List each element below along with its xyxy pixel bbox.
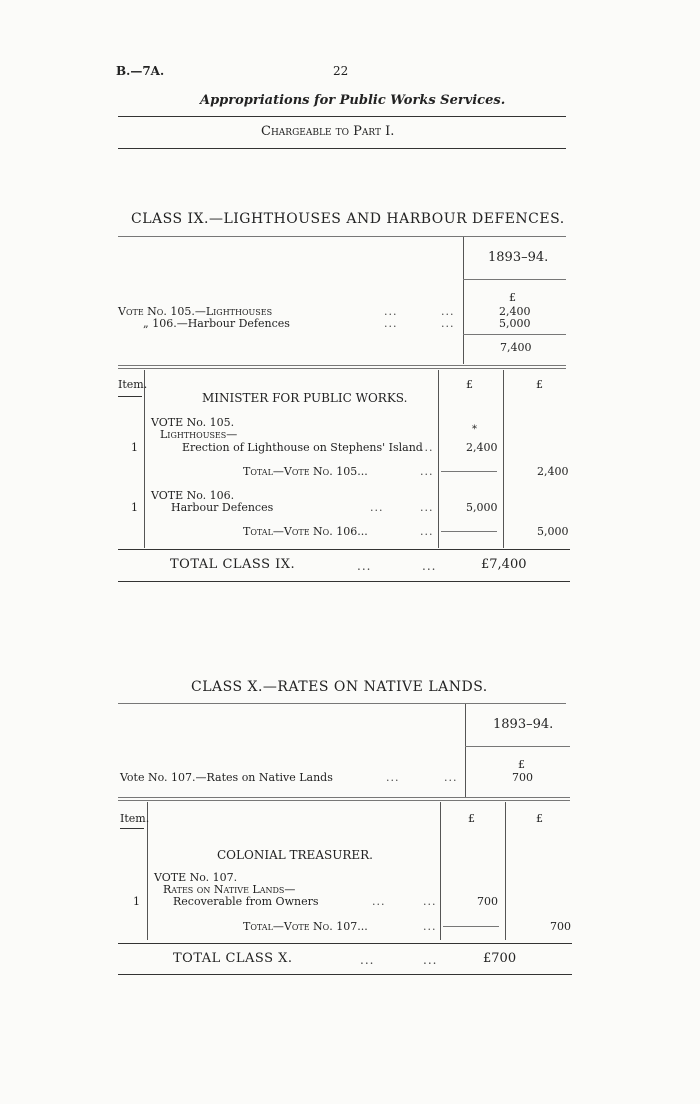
vote-105-sum-rule [441, 471, 497, 472]
class-x-item-header: Item. [120, 812, 150, 825]
class-x-summary-dots: ... [386, 771, 400, 784]
class-ix-summary-total-rule [463, 334, 566, 335]
class-ix-summary-amount-105: 2,400 [499, 305, 531, 318]
vote-106-heading: VOTE No. 106. [151, 489, 235, 502]
page-title: Appropriations for Public Works Services. [200, 93, 506, 108]
class-ix-summary-vote-106: „ 106.—Harbour Defences [143, 317, 290, 330]
class-x-year-rule [465, 746, 570, 747]
class-ix-summary-col-rule [463, 237, 464, 364]
class-x-item-header-rule [120, 828, 144, 829]
class-ix-summary-dots: ... [441, 317, 455, 330]
class-x-summary-col-rule [465, 704, 466, 797]
class-ix-total-amount: £7,400 [481, 557, 527, 572]
class-ix-total-label: TOTAL CLASS IX. [170, 557, 296, 572]
class-x-currency: £ [518, 758, 525, 771]
vote-105-total-amount: 2,400 [537, 465, 569, 478]
class-ix-col-pound: £ [466, 378, 473, 391]
title-rule [118, 116, 566, 117]
page-number: 22 [333, 64, 349, 78]
class-x-total-amount: £700 [483, 951, 517, 966]
page-subtitle: Chargeable to Part I. [261, 124, 395, 139]
class-ix-currency: £ [509, 291, 516, 304]
class-ix-summary-dots: ... [384, 305, 398, 318]
class-ix-year-rule [463, 279, 566, 280]
class-ix-summary-amount-106: 5,000 [499, 317, 531, 330]
document-reference: B.—7A. [116, 64, 165, 78]
class-ix-col-pound: £ [536, 378, 543, 391]
class-ix-total-dots: ... [422, 559, 437, 573]
class-x-total-col-rule [505, 802, 506, 940]
vote-107-heading: VOTE No. 107. [154, 871, 238, 884]
vote-106-total-amount: 5,000 [537, 525, 569, 538]
class-x-summary-amount-107: 700 [512, 771, 533, 784]
vote-106-item-number: 1 [131, 501, 138, 514]
vote-107-item-dots: ... [372, 895, 386, 908]
vote-106-total-label: Total—Vote No. 106... [243, 525, 368, 538]
subtitle-rule [118, 148, 566, 149]
vote-106-item-dots: ... [420, 501, 434, 514]
vote-105-item-number: 1 [131, 441, 138, 454]
class-x-summary-dots: ... [444, 771, 458, 784]
class-x-total-top-rule [118, 943, 572, 944]
vote-106-sum-rule [441, 531, 497, 532]
class-x-col-pound: £ [536, 812, 543, 825]
vote-107-total-dots: ... [423, 920, 437, 933]
vote-107-item-dots: ... [423, 895, 437, 908]
class-x-year: 1893–94. [493, 717, 554, 732]
vote-107-item-amount: 700 [477, 895, 498, 908]
class-x-heading-rule [118, 703, 566, 704]
vote-107-item-number: 1 [133, 895, 140, 908]
class-x-total-dots: ... [360, 953, 375, 967]
class-ix-amount-col-rule [438, 370, 439, 548]
vote-106-total-dots: ... [420, 525, 434, 538]
class-ix-item-header: Item. [118, 378, 148, 391]
vote-107-sum-rule [443, 926, 499, 927]
vote-107-total-amount: 700 [550, 920, 571, 933]
class-ix-total-col-rule [503, 370, 504, 548]
vote-107-item-label: Recoverable from Owners [173, 895, 319, 908]
class-x-heading: CLASS X.—RATES ON NATIVE LANDS. [191, 679, 488, 695]
class-ix-heading-rule [118, 236, 566, 237]
class-ix-summary-vote-105: Vote No. 105.—Lighthouses [118, 305, 273, 318]
vote-105-item-amount: 2,400 [466, 441, 498, 454]
vote-105-total-dots: ... [420, 465, 434, 478]
vote-105-total-label: Total—Vote No. 105... [243, 465, 368, 478]
class-ix-department: MINISTER FOR PUBLIC WORKS. [202, 391, 408, 405]
class-ix-summary-bottom-rule [118, 365, 566, 366]
class-ix-total-bottom-rule [118, 581, 570, 582]
class-x-department: COLONIAL TREASURER. [217, 848, 373, 862]
vote-106-item-amount: 5,000 [466, 501, 498, 514]
vote-105-subhead: Lighthouses— [160, 428, 238, 441]
vote-105-item-label: Erection of Lighthouse on Stephens' Island [182, 441, 423, 454]
vote-107-subhead: Rates on Native Lands— [163, 883, 296, 896]
class-ix-total-top-rule [118, 549, 570, 550]
class-ix-table-top-rule [118, 368, 566, 369]
class-ix-summary-total: 7,400 [500, 341, 532, 354]
vote-105-item-dots: ... [420, 441, 434, 454]
vote-105-asterisk: * [472, 424, 477, 435]
class-x-col-pound: £ [468, 812, 475, 825]
class-x-total-dots: ... [423, 953, 438, 967]
vote-106-item-label: Harbour Defences [171, 501, 274, 514]
class-ix-heading: CLASS IX.—LIGHTHOUSES AND HARBOUR DEFENCES. [131, 211, 565, 227]
class-ix-total-dots: ... [357, 559, 372, 573]
vote-105-heading: VOTE No. 105. [151, 416, 235, 429]
class-x-amount-col-rule [440, 802, 441, 940]
class-ix-summary-dots: ... [384, 317, 398, 330]
vote-107-total-label: Total—Vote No. 107... [243, 920, 368, 933]
class-x-summary-vote-107: Vote No. 107.—Rates on Native Lands [120, 771, 333, 784]
class-x-summary-bottom-rule [118, 797, 570, 798]
class-ix-summary-dots: ... [441, 305, 455, 318]
class-ix-item-header-rule [118, 396, 142, 397]
class-x-table-top-rule [118, 800, 570, 801]
class-ix-year: 1893–94. [488, 250, 549, 265]
class-x-total-label: TOTAL CLASS X. [173, 951, 293, 966]
vote-106-item-dots: ... [370, 501, 384, 514]
class-ix-item-col-rule [144, 370, 145, 548]
class-x-total-bottom-rule [118, 974, 572, 975]
